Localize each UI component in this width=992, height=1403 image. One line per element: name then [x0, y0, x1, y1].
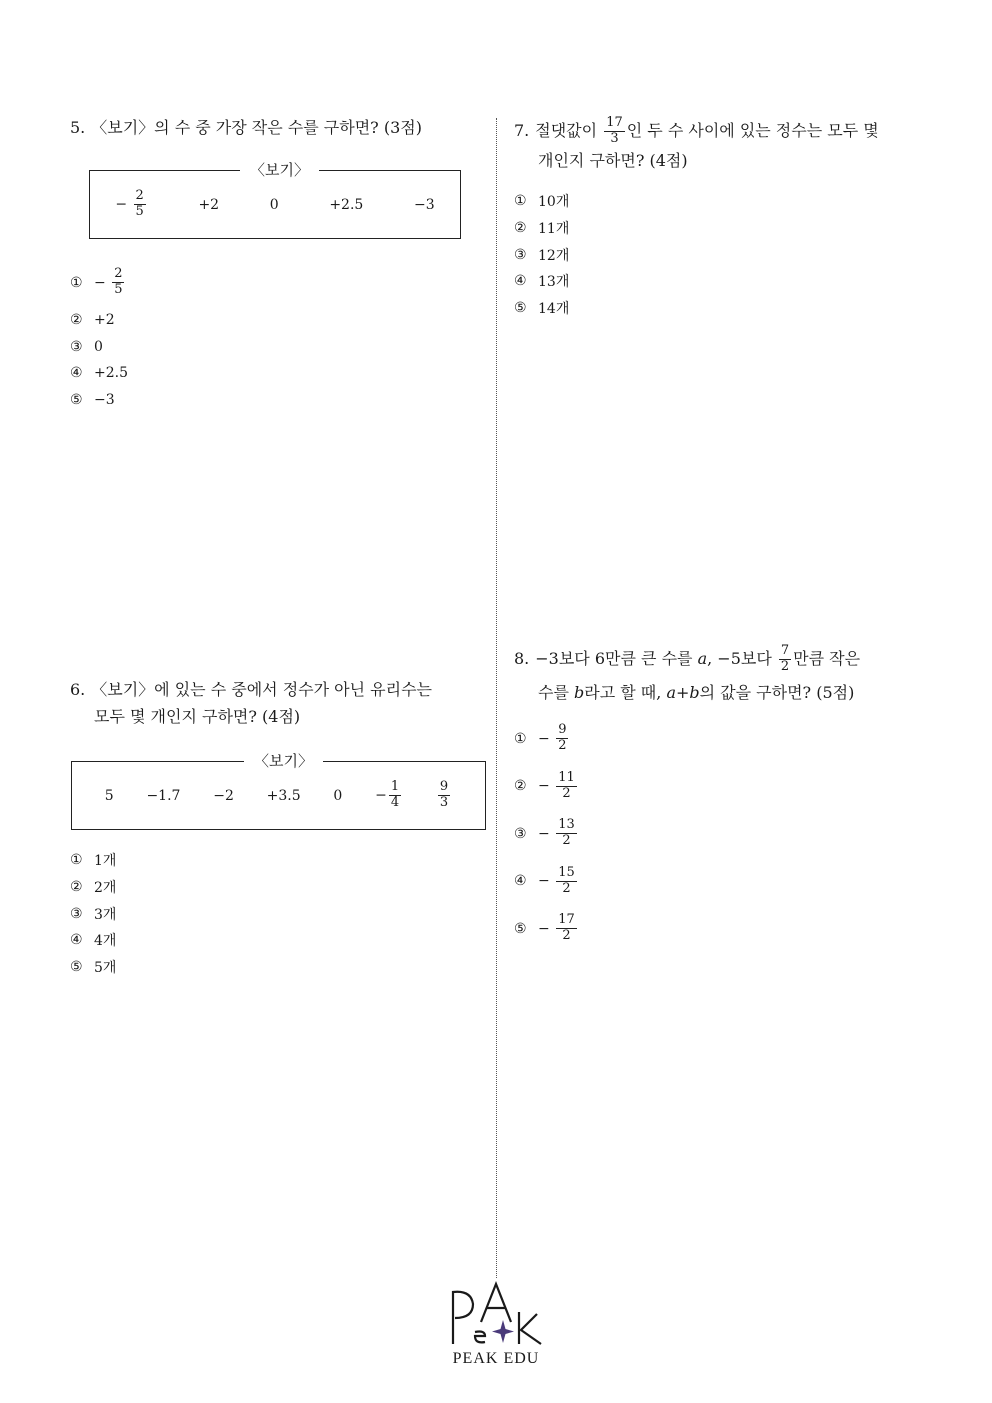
- question-number: 8.: [514, 648, 530, 668]
- choice-3[interactable]: ③ 0: [70, 338, 103, 355]
- choice-3[interactable]: ③ 3개: [70, 905, 117, 923]
- bogi-item: +2.5: [329, 196, 364, 213]
- question-text: 인 두 수 사이에 있는 정수는 모두 몇: [626, 120, 879, 140]
- question-text: , −5보다: [707, 648, 772, 668]
- question-text: 만큼 작은: [793, 648, 861, 668]
- choice-5[interactable]: ⑤ −3: [70, 391, 115, 408]
- choice-5[interactable]: ⑤ 5개: [70, 959, 117, 977]
- choice-2[interactable]: ② 2개: [70, 879, 117, 897]
- bogi-item: − $\frac{2}{5}$: [115, 188, 144, 219]
- variable-a: a: [697, 648, 708, 668]
- bogi-title: 〈보기〉: [244, 750, 323, 771]
- question-text-line2: 모두 몇 개인지 구하면? (4점): [94, 707, 301, 727]
- question-text: 절댓값이: [535, 120, 598, 140]
- column-divider: [496, 118, 497, 1278]
- bogi-title: 〈보기〉: [240, 159, 319, 180]
- bogi-item: −3: [413, 196, 435, 213]
- question-number: 7.: [514, 120, 530, 140]
- bogi-item: −1.7: [146, 787, 181, 804]
- bogi-item: −2: [213, 787, 234, 804]
- choice-1[interactable]: ① − $\frac{9}{2}$: [514, 722, 567, 754]
- bogi-item: − $\frac{1}{4}$: [375, 779, 400, 810]
- choices-q6: [70, 847, 116, 980]
- choices-q8: [514, 715, 579, 953]
- fraction: $\frac{7}{2}$: [780, 643, 790, 674]
- choice-1[interactable]: ① 1개: [70, 852, 117, 870]
- bogi-item: $\frac{9}{3}$: [439, 779, 449, 810]
- star-icon: [492, 1320, 514, 1343]
- choice-2[interactable]: ② +2: [70, 311, 115, 328]
- fraction: $\frac{17}{3}$: [606, 115, 623, 146]
- peak-logo-mark: [441, 1278, 551, 1348]
- question-text-line2: 수를 b라고 할 때, a+b의 값을 구하면? (5점): [538, 682, 855, 702]
- choice-3[interactable]: ③ − $\frac{13}{2}$: [514, 817, 575, 849]
- choices-q5: [70, 259, 128, 413]
- choice-4[interactable]: ④ +2.5: [70, 365, 128, 382]
- bogi-box: [71, 761, 486, 830]
- bogi-item: +3.5: [266, 787, 301, 804]
- choice-4[interactable]: ④ 13개: [514, 273, 570, 291]
- choice-2[interactable]: ② 11개: [514, 220, 570, 238]
- variable-b: b: [574, 682, 585, 702]
- bogi-item: 0: [333, 787, 343, 804]
- question-text: 〈보기〉의 수 중 가장 작은 수를 구하면? (3점): [91, 118, 422, 137]
- choice-1[interactable]: ① − $\frac{2}{5}$: [70, 266, 123, 298]
- brand-name: PEAK EDU: [452, 1350, 540, 1367]
- bogi-item: +2: [198, 196, 220, 213]
- question-7: [514, 116, 934, 174]
- choice-4[interactable]: ④ 4개: [70, 932, 117, 950]
- question-text-line2: 개인지 구하면? (4점): [538, 150, 688, 170]
- bogi-item: 5: [104, 787, 114, 804]
- choice-3[interactable]: ③ 12개: [514, 246, 570, 264]
- choice-2[interactable]: ② − $\frac{11}{2}$: [514, 769, 575, 801]
- question-number: 5.: [70, 118, 86, 137]
- bogi-box: [89, 170, 461, 239]
- peak-logo: [0, 1278, 992, 1368]
- choice-1[interactable]: ① 10개: [514, 193, 570, 211]
- bogi-item: 0: [269, 196, 279, 213]
- question-6: [70, 676, 432, 730]
- question-text: −3보다 6만큼 큰 수를: [535, 648, 693, 668]
- choice-5[interactable]: ⑤ − $\frac{17}{2}$: [514, 912, 575, 944]
- choices-q7: [514, 188, 569, 321]
- question-8: [514, 644, 934, 706]
- question-5: [70, 114, 422, 141]
- choice-5[interactable]: ⑤ 14개: [514, 300, 570, 318]
- question-number: 6.: [70, 680, 86, 699]
- choice-4[interactable]: ④ − $\frac{15}{2}$: [514, 864, 575, 896]
- question-text: 〈보기〉에 있는 수 중에서 정수가 아닌 유리수는: [91, 680, 432, 699]
- expression: a+b: [666, 682, 700, 702]
